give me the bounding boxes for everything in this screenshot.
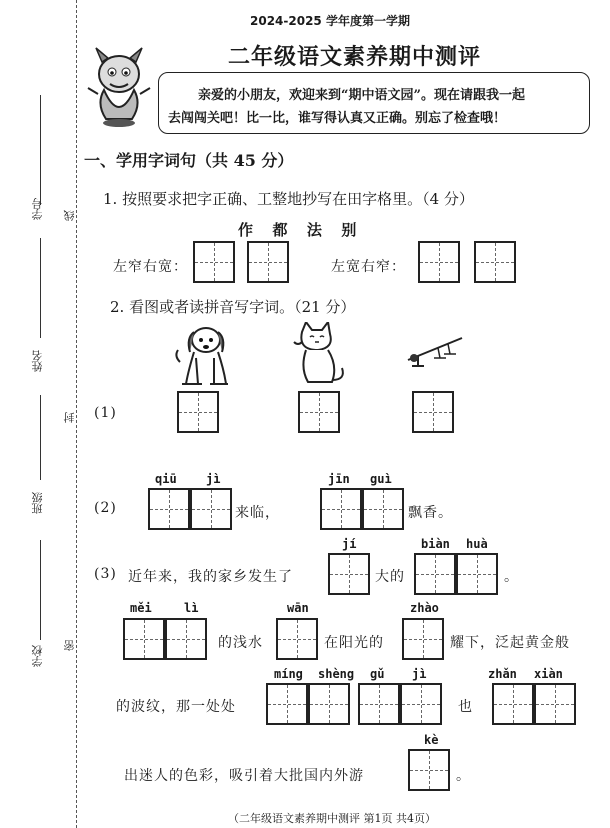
mark-seal-label: 封 [63,412,76,423]
pinyin: lì [184,601,199,615]
pinyin: měi [130,601,152,615]
student-id-line [40,95,41,205]
writing-box[interactable] [123,618,165,660]
question-2-text: 2. 看图或者读拼音写字词。（21 分） [110,298,356,316]
pinyin: kè [424,733,439,747]
mark-line-label: 线 [63,210,76,221]
writing-box[interactable] [534,683,576,725]
pinyin: zhào [410,601,439,615]
writing-box[interactable] [177,391,219,433]
greeting-line-2: 去闯闯关吧！比一比，谁写得认真又正确。别忘了检查哦！ [168,111,507,126]
cat-picture [288,322,348,386]
dog-picture [172,322,232,388]
school-line [40,540,41,640]
section-heading: 一、学用字词句（共 45 分） [84,151,294,170]
writing-box[interactable] [190,488,232,530]
page-footer: （二年级语文素养期中测评 第1页 共4页） [228,812,436,825]
writing-box[interactable] [276,618,318,660]
writing-box[interactable] [418,241,460,283]
name-line [40,238,41,338]
p3-text-3: 的浅水 [218,635,263,651]
pinyin: wān [287,601,309,615]
term-text: 2024-2025 学年度第一学期 [250,14,410,28]
q1-characters: 作 都 法 别 [238,221,360,239]
writing-box[interactable] [456,553,498,595]
writing-box[interactable] [402,618,444,660]
p3-text-6: 的波纹，那一处处 [116,699,236,715]
p3-text-2: 大的 [375,569,405,585]
writing-box[interactable] [412,391,454,433]
p3-end-2: 。 [456,768,471,784]
student-id-label: 学号 [31,198,44,220]
pinyin: jì [412,667,427,681]
p3-end-1: 。 [504,569,519,585]
writing-box[interactable] [193,241,235,283]
p3-text-1: 近年来，我的家乡发生了 [128,569,293,585]
name-label: 姓名 [31,350,44,372]
left-wide-label: 左宽右窄： [331,259,406,275]
writing-box[interactable] [474,241,516,283]
writing-box[interactable] [320,488,362,530]
writing-box[interactable] [408,749,450,791]
pinyin: guì [370,472,392,486]
p3-text-8: 出迷人的色彩，吸引着大批国内外游 [124,768,364,784]
greeting-line-1: 亲爱的小朋友，欢迎来到“期中语文园”。现在请跟我一起 [198,88,525,103]
writing-box[interactable] [328,553,370,595]
left-narrow-label: 左窄右宽： [113,259,188,275]
pinyin: shèng [318,667,355,681]
p2-text-a: 来临， [235,505,280,521]
pinyin: jí [342,537,357,551]
pinyin: qiū [155,472,177,486]
pinyin: jì [206,472,221,486]
pinyin: huà [466,537,488,551]
pinyin: míng [274,667,303,681]
writing-box[interactable] [492,683,534,725]
class-label: 班级 [31,492,44,514]
mark-sealed-label: 密 [63,640,76,651]
question-1-text: 1. 按照要求把字正确、工整地抄写在田字格里。（4 分） [103,190,474,208]
writing-box[interactable] [358,683,400,725]
pinyin: gǔ [370,667,385,681]
part-1-label: (1) [94,405,117,421]
writing-box[interactable] [414,553,456,595]
page-title: 二年级语文素养期中测评 [228,44,482,70]
school-label: 学校 [31,645,44,667]
writing-box[interactable] [400,683,442,725]
part-3-label: (3) [94,566,117,582]
pinyin: xiàn [534,667,563,681]
writing-box[interactable] [266,683,308,725]
p2-text-b: 飘香。 [408,505,453,521]
writing-box[interactable] [247,241,289,283]
writing-box[interactable] [298,391,340,433]
writing-box[interactable] [362,488,404,530]
p3-text-4: 在阳光的 [324,635,384,651]
pinyin: jīn [328,472,350,486]
writing-box[interactable] [308,683,350,725]
dragon-mascot-icon [84,44,154,129]
pinyin: zhǎn [488,667,517,681]
p3-text-5: 耀下，泛起黄金般 [450,635,570,651]
class-line [40,395,41,480]
pinyin: biàn [421,537,450,551]
part-2-label: (2) [94,500,117,516]
writing-box[interactable] [165,618,207,660]
p3-text-7: 也 [458,699,473,715]
writing-box[interactable] [148,488,190,530]
scale-picture [404,332,466,368]
